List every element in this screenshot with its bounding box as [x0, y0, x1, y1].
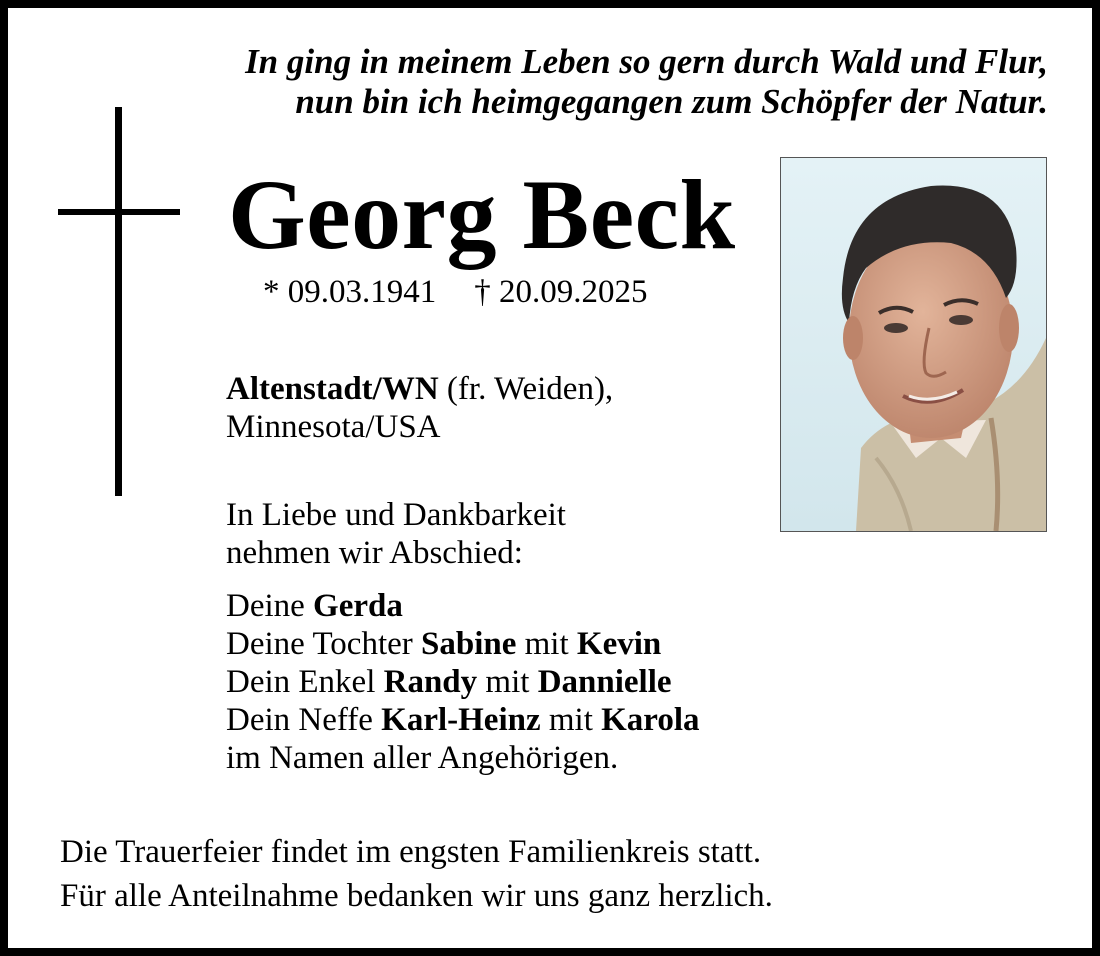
- residence-line-1: [226, 370, 613, 408]
- mourner-name: Dannielle: [537, 664, 672, 700]
- mourner-row: [226, 587, 700, 625]
- closing-row: im Namen aller Angehörigen.: [226, 740, 619, 776]
- connector-text: mit: [477, 664, 538, 700]
- mourner-row: [226, 625, 700, 663]
- birth-date: * 09.03.1941: [263, 274, 437, 310]
- residence-note: (fr. Weiden),: [438, 371, 614, 407]
- mourner-name: Sabine: [421, 626, 517, 662]
- footer-line-1: Die Trauerfeier findet im engsten Familienkreis statt.: [60, 834, 762, 870]
- farewell-intro: [226, 496, 566, 572]
- residence: [226, 370, 613, 446]
- mourner-row: [226, 663, 700, 701]
- mourner-row: [226, 701, 700, 739]
- cross-vertical-bar: [115, 107, 122, 496]
- residence-line-2: Minnesota/USA: [226, 409, 441, 445]
- life-dates: [263, 272, 648, 312]
- relation-text: Dein Neffe: [226, 702, 382, 738]
- portrait-image: [781, 158, 1046, 531]
- mourner-name: Karola: [601, 702, 700, 738]
- cross-horizontal-bar: [58, 209, 180, 215]
- intro-line-1: In Liebe und Dankbarkeit: [226, 497, 566, 533]
- relation-text: Dein Enkel: [226, 664, 384, 700]
- deceased-name: Georg Beck: [228, 159, 736, 270]
- portrait-photo: [780, 157, 1047, 532]
- mourner-name: Gerda: [313, 588, 403, 624]
- connector-text: mit: [516, 626, 577, 662]
- mourner-name: Karl-Heinz: [381, 702, 541, 738]
- footer-line-2: Für alle Anteilnahme bedanken wir uns ganz herzlich.: [60, 878, 773, 914]
- death-date: † 20.09.2025: [474, 274, 648, 310]
- mourners-list: [226, 587, 700, 777]
- footer-text: [60, 830, 773, 918]
- motto: [245, 42, 1048, 122]
- connector-text: mit: [540, 702, 602, 738]
- motto-line-1: In ging in meinem Leben so gern durch Wald und Flur,: [245, 42, 1048, 81]
- mourner-name: Kevin: [576, 626, 662, 662]
- residence-place: Altenstadt/WN: [226, 371, 439, 407]
- intro-line-2: nehmen wir Abschied:: [226, 535, 523, 571]
- relation-text: Deine: [226, 588, 314, 624]
- mourner-name: Randy: [383, 664, 478, 700]
- motto-line-2: nun bin ich heimgegangen zum Schöpfer der Natur.: [295, 82, 1048, 121]
- relation-text: Deine Tochter: [226, 626, 422, 662]
